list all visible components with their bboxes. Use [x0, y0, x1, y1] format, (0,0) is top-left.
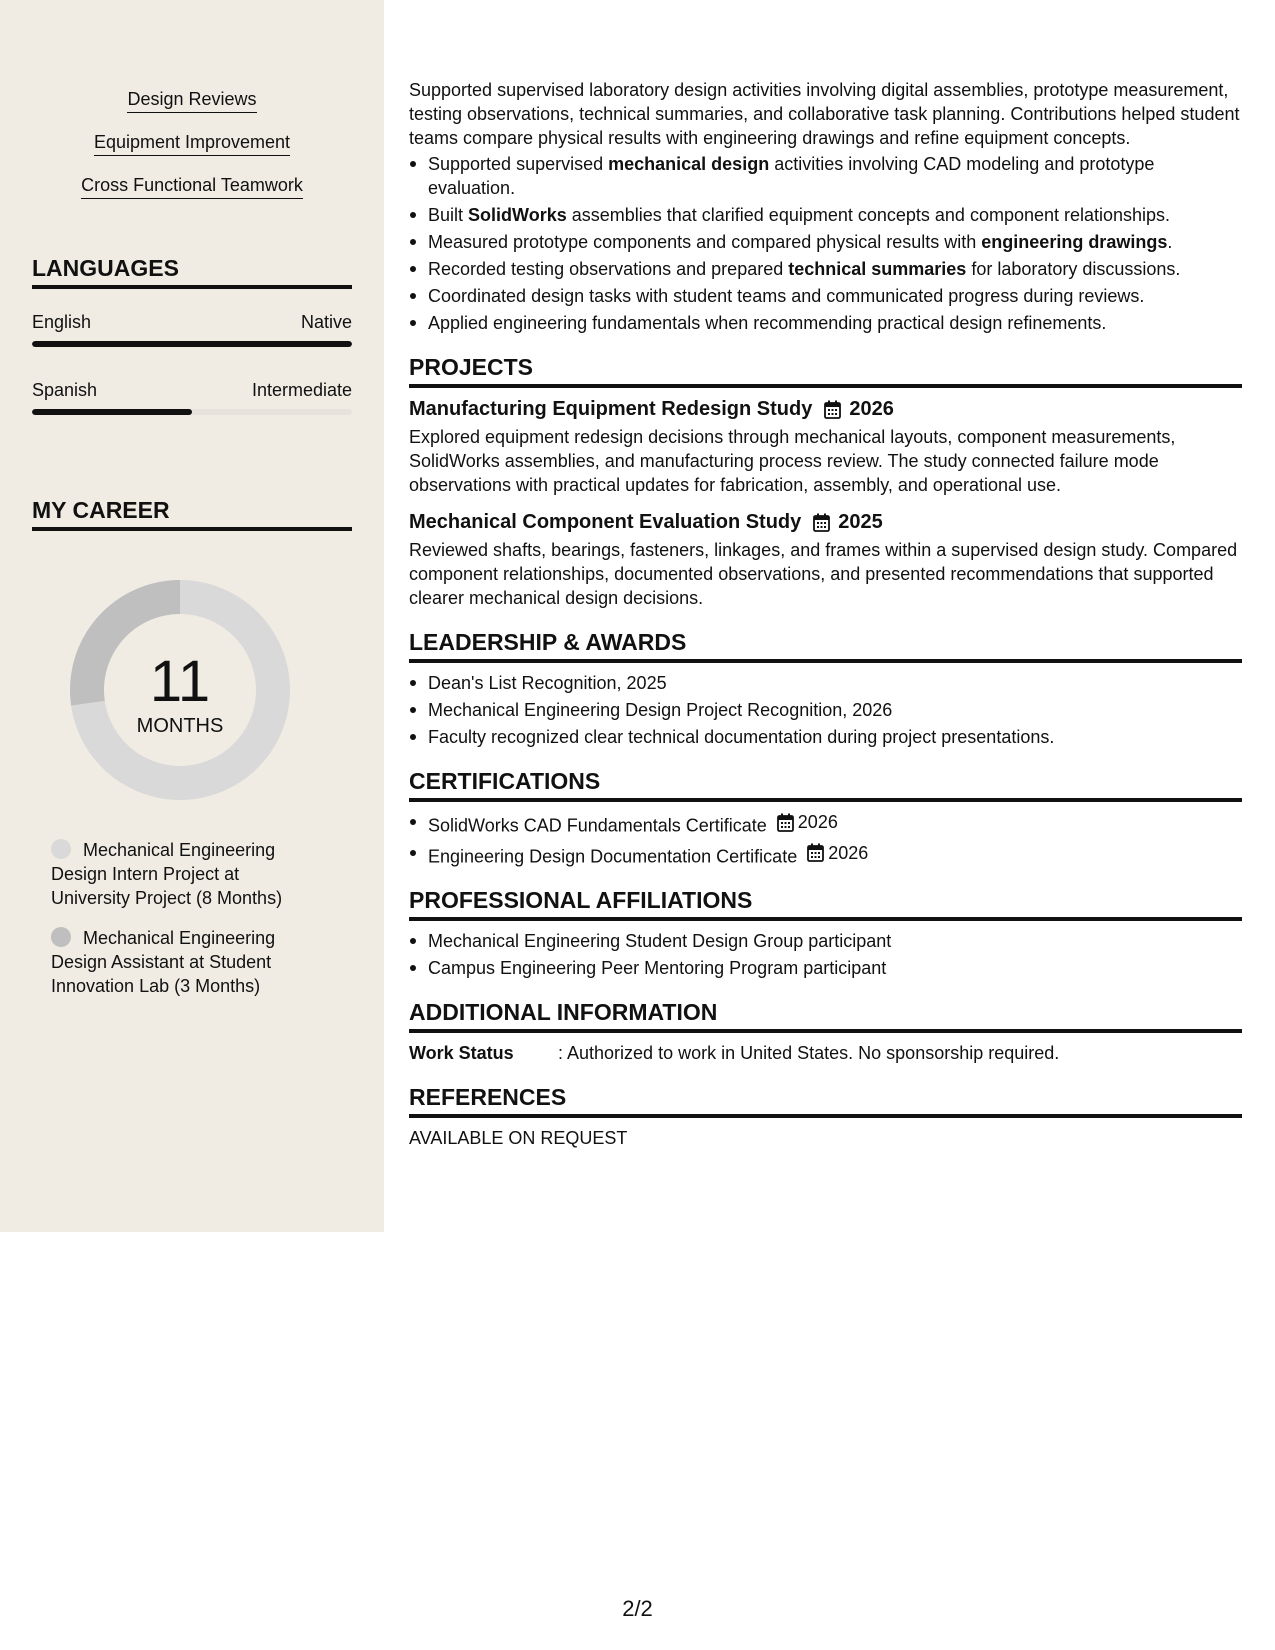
skill-item: Design Reviews — [127, 88, 256, 113]
career-total-unit: MONTHS — [136, 715, 224, 737]
bullet-text: Built — [428, 205, 469, 225]
career-item-text: Mechanical Engineering Design Assistant at Student Innovation Lab (3 Months) — [51, 928, 276, 996]
career-list — [51, 838, 311, 1014]
language-proficiency-bar — [32, 409, 352, 415]
certification-item — [409, 810, 1242, 838]
experience-bullet — [409, 311, 1242, 335]
language-name: English — [32, 312, 92, 332]
bullet-keyword: mechanical design — [608, 154, 770, 174]
references-heading: REFERENCES — [409, 1083, 1242, 1118]
experience-bullets — [409, 152, 1242, 335]
page-number: 2/2 — [622, 1596, 653, 1621]
certification-item — [409, 841, 1242, 869]
additional-info-heading: ADDITIONAL INFORMATION — [409, 998, 1242, 1033]
bullet-text: . — [1167, 232, 1173, 252]
bullet-keyword: SolidWorks — [468, 205, 567, 225]
certifications-section — [409, 767, 1242, 868]
leadership-heading: LEADERSHIP & AWARDS — [409, 628, 1242, 663]
experience-bullet — [409, 230, 1242, 254]
additional-info-section — [409, 998, 1242, 1065]
calendar-icon — [813, 513, 830, 532]
bullet-text: Recorded testing observations and prepared — [428, 259, 789, 279]
bullet-text: Measured prototype components and compared physical results with — [428, 232, 982, 252]
certifications-heading: CERTIFICATIONS — [409, 767, 1242, 802]
career-item — [51, 926, 311, 998]
career-donut-chart — [66, 576, 294, 804]
leadership-section — [409, 628, 1242, 749]
certification-year: 2026 — [797, 812, 838, 832]
bullet-text: for laboratory discussions. — [966, 259, 1181, 279]
affiliations-section — [409, 886, 1242, 980]
career-total-months: 11 — [149, 649, 211, 714]
work-status-label: Work Status — [409, 1043, 514, 1063]
career-legend-dot — [51, 839, 71, 859]
bullet-text: activities involving CAD modeling and prototype evaluation. — [428, 154, 1155, 198]
main-content — [409, 78, 1242, 1150]
language-proficiency-fill — [32, 409, 192, 415]
work-status-value: : Authorized to work in United States. No sponsorship required. — [558, 1043, 1060, 1063]
affiliations-heading: PROFESSIONAL AFFILIATIONS — [409, 886, 1242, 921]
project-item — [409, 396, 1242, 497]
career-section — [32, 496, 352, 531]
bullet-keyword: technical summaries — [788, 259, 967, 279]
bullet-keyword: engineering drawings — [981, 232, 1168, 252]
affiliation-item: Campus Engineering Peer Mentoring Program participant — [409, 956, 1242, 980]
experience-bullet — [409, 284, 1242, 308]
projects-heading: PROJECTS — [409, 353, 1242, 388]
languages-section — [32, 254, 352, 415]
calendar-icon — [824, 400, 841, 419]
bullet-text: Supported supervised — [428, 154, 609, 174]
project-title: Mechanical Component Evaluation Study — [409, 511, 802, 533]
language-item — [32, 311, 352, 347]
project-description: Reviewed shafts, bearings, fasteners, linkages, and frames within a supervised design study. Compared component relationships, documented observations, and presented recommendations that supported clearer mechanical design decisions. — [409, 540, 1238, 608]
bullet-text: Applied engineering fundamentals when recommending practical design refinements. — [428, 313, 1107, 333]
experience-bullet — [409, 152, 1242, 200]
skills-list — [32, 88, 352, 217]
career-heading: MY CAREER — [32, 496, 352, 531]
language-name: Spanish — [32, 380, 98, 400]
bullet-text: assemblies that clarified equipment concepts and component relationships. — [566, 205, 1171, 225]
language-proficiency-bar — [32, 341, 352, 347]
career-item — [51, 838, 311, 910]
leadership-item: Faculty recognized clear technical documentation during project presentations. — [409, 725, 1242, 749]
calendar-icon — [807, 843, 824, 862]
career-item-text: Mechanical Engineering Design Intern Project at University Project (8 Months) — [51, 840, 283, 908]
language-level: Intermediate — [251, 380, 352, 400]
affiliation-item: Mechanical Engineering Student Design Group participant — [409, 929, 1242, 953]
calendar-icon — [777, 813, 794, 832]
project-item — [409, 509, 1242, 610]
leadership-item: Mechanical Engineering Design Project Recognition, 2026 — [409, 698, 1242, 722]
career-legend-dot — [51, 927, 71, 947]
experience-bullet — [409, 257, 1242, 281]
experience-bullet — [409, 203, 1242, 227]
certification-name: SolidWorks CAD Fundamentals Certificate — [428, 815, 767, 836]
references-text: AVAILABLE ON REQUEST — [409, 1128, 628, 1148]
certification-year: 2026 — [828, 842, 869, 863]
bullet-text: Coordinated design tasks with student teams and communicated progress during reviews. — [428, 286, 1145, 306]
references-section — [409, 1083, 1242, 1150]
leadership-item: Dean's List Recognition, 2025 — [409, 671, 1242, 695]
project-description: Explored equipment redesign decisions through mechanical layouts, component measurements, SolidWorks assemblies, and manufacturing process review. The study connected failure mode observations with practical updates for fabrication, assembly, and operational use. — [409, 427, 1176, 495]
certification-name: Engineering Design Documentation Certificate — [428, 846, 798, 866]
sidebar — [0, 0, 384, 1232]
language-item — [32, 379, 352, 415]
languages-heading: LANGUAGES — [32, 254, 352, 289]
projects-section — [409, 353, 1242, 610]
skill-item: Cross Functional Teamwork — [81, 174, 303, 199]
project-title: Manufacturing Equipment Redesign Study — [409, 398, 813, 420]
project-year: 2026 — [849, 398, 894, 420]
language-level: Native — [300, 312, 352, 332]
skill-item: Equipment Improvement — [94, 131, 290, 156]
project-year: 2025 — [838, 511, 883, 533]
experience-summary: Supported supervised laboratory design activities involving digital assemblies, prototype measurement, testing observations, technical summaries, and collaborative task planning. Contributions helped student teams compare physical results with engineering drawings and refine equipment concepts. — [409, 80, 1240, 148]
language-proficiency-fill — [32, 341, 352, 347]
